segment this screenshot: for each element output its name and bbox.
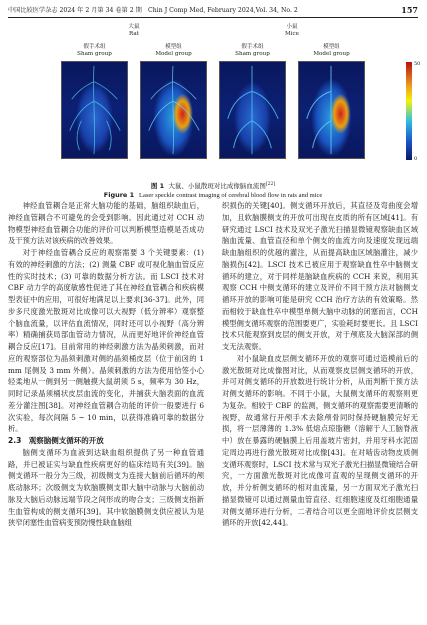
paragraph: 脑侧支循环为血液到达缺血组织提供了另一种血管通路，并已被证实与缺血性疾病更好的临床结局有关[39]。脑侧支循环一般分为三级，初级侧支为连接大脑前后循环的颅底动脉环；次级侧支为软脑膜侧支即大脑中动脉与大脑前动脉及大脑后动脉远端节段之间形成的吻合支；三级侧支指新生血管构成的侧支循环[39]。其中软脑膜侧支供应被认为是狭窄闭塞性血管病变预防慢性缺血脑组 [8,447,204,528]
caption-cn-line [8,180,418,191]
caption-ref: [22] [265,182,276,187]
header-divider [8,17,418,18]
figure-caption [8,180,418,200]
col-title-4-cn: 模型组 [323,44,340,50]
paragraph: 对小鼠缺血皮层侧支循环开放的观察可通过造模前后的激光散斑对比成像图对比，从而观察皮层侧支循环的开放，并可对侧支循环的开放数进行统计分析，从而判断干预方法对侧支循环的影响。不同于小鼠，大鼠侧支循环的观察则更为复杂。相较于 CBF 的监测，侧支循环的观察需要更清晰的视野，故通常行开颅手术去除颅骨同时保持硬脑膜完好无损，将一层薄薄的 1.3% 低熔点琼脂糖（溶解于人工脑脊液中）放在暴露的硬脑膜上后用盖玻片密封，并用牙科水泥固定周边再进行激光散斑对比成像[43]。在对啮齿动物皮质侧支循环观察时，LSCI 技术常与双光子激光扫描显微镜结合研究，一方面激光散斑对比成像可直观的呈现侧支循环的开放，并分析侧支循环的相对血流量，另一方面双光子激光扫描显微镜可以通过测量血管直径、红细胞速度及红细胞通量对侧支循环进行分析，二者结合可以更全面地评价皮层侧支循环的开放[42,44]。 [222,353,418,528]
group-title-rat-cn: 大鼠 [128,24,140,30]
caption-en-line [8,191,418,200]
paragraph: 对于神经血管耦合反应的观察需要 3 个关键要素：(1) 有效的神经刺激的方法；(2) 测量 CBF 或可视化脑血管反应性的实时技术；(3) 可靠的数据分析方法。而 LSCI 技术对 CBF 动力学的高度敏感性促进了其在神经血管耦合和疾病模型表征中的应用，可很好地满足以上要求[36-37]。此外，同步多尺度激光散斑对比成像可以大视野（低分辨率）观察整个脑血流量，以评估血流情况，同时还可以小视野（高分辨率）精确捕获局部血管动力情况，从而更好地评价神经血管耦合反应[17]。目前常用的神经刺激方法为晶须刺激，而对应的观察部位为晶须刺激对侧的晶须桶皮层（位于前囟的 1 mm 尾侧及 3 mm 外侧）。晶须刺激的方法为使用恰签小心轻柔地从一侧到另一侧触摸大鼠胡须 5 s，频率为 30 Hz，同时记录晶须桶状皮层血流的变化，并捕获大脑表面的血流差分灌注图[38]。对神经血管耦合功能的评价一般要进行 6 次实验，每次间隔 5 ~ 10 min，以获得准确可靠的数据分析。 [8,248,204,434]
paragraph: 神经血管耦合是正常大脑功能的基础，脑组织缺血后，神经血管耦合不可避免的会受到影响。因此通过对 CCH 动物模型神经血管耦合功能的评价可以判断模型造模是否成功及干预方法对该疾病的改善效果。 [8,201,204,246]
body-column-right [222,200,418,620]
lsci-image-mice-model [298,61,365,159]
col-title-2-en: Model group [155,51,192,57]
figure-1 [0,24,427,174]
col-title-3-en: Sham group [235,51,270,57]
caption-en-label: Figure 1 [103,191,135,200]
section-heading: 2.3 观察脑侧支循环的开放 [8,436,104,445]
group-title-mice-cn: 小鼠 [286,24,298,30]
col-title-1-en: Sham group [77,51,112,57]
lsci-image-rat-model [140,61,207,159]
group-title-rat-en: Rat [129,31,139,37]
colorbar-max-label: 50 [414,61,421,67]
group-title-mice-en: Mice [285,31,299,37]
running-header [8,5,418,16]
col-title-3-cn: 假手术组 [241,44,264,50]
paragraph: 织损伤的关键[40]。侧支循环开放后，其直径及弯曲度会增加，且软脑膜侧支的开放可出现在皮质的所有区域[41]。有研究通过 LSCI 技术及双光子激光扫描显微镜观察缺血区域脑血流量、血管直径和单个侧支的血流方向及速度发现远端缺血脑组织的优越的灌注，从而提高缺血区域脑灌注，减少脑损伤[42]。LSCI 技术已被应用于观察缺血性卒中脑侧支循环的建立，对于同样是脑缺血疾病的 CCH 来说，利用其观察 CCH 中侧支循环的建立及评价不同干预方法对脑侧支循环开放的影响可能是研究 CCH 治疗方法的有效策略。然而相较于缺血性卒中模型单侧大脑中动脉的闭塞而言，CCH 模型侧支循环观察的范围要更广，实验耗时要更长。且 LSCI 技术只能观察到皮层的侧支开放，对于颅底及大脑深部的侧支无法观察。 [222,201,418,351]
caption-cn: 大鼠、小鼠散斑对比成像脑血流图 [168,182,266,191]
lsci-image-mice-sham [219,61,286,159]
caption-en: Laser speckle contrast imaging of cerebral blood flow in rats and mice [139,192,323,200]
colorbar [406,62,412,160]
col-title-4-en: Model group [313,51,350,57]
journal-info: 中国比较医学杂志 2024 年 2 月第 34 卷第 2 期 Chin J Comp Med, February 2024,Vol. 34, No. 2 [8,7,298,14]
lsci-image-rat-sham [61,61,128,159]
page-number: 157 [401,5,418,15]
col-title-2-cn: 模型组 [165,44,182,50]
body-column-left [8,200,204,620]
colorbar-min-label: 0 [414,156,418,162]
caption-label: 图 1 [150,182,165,191]
col-title-1-cn: 假手术组 [83,44,106,50]
